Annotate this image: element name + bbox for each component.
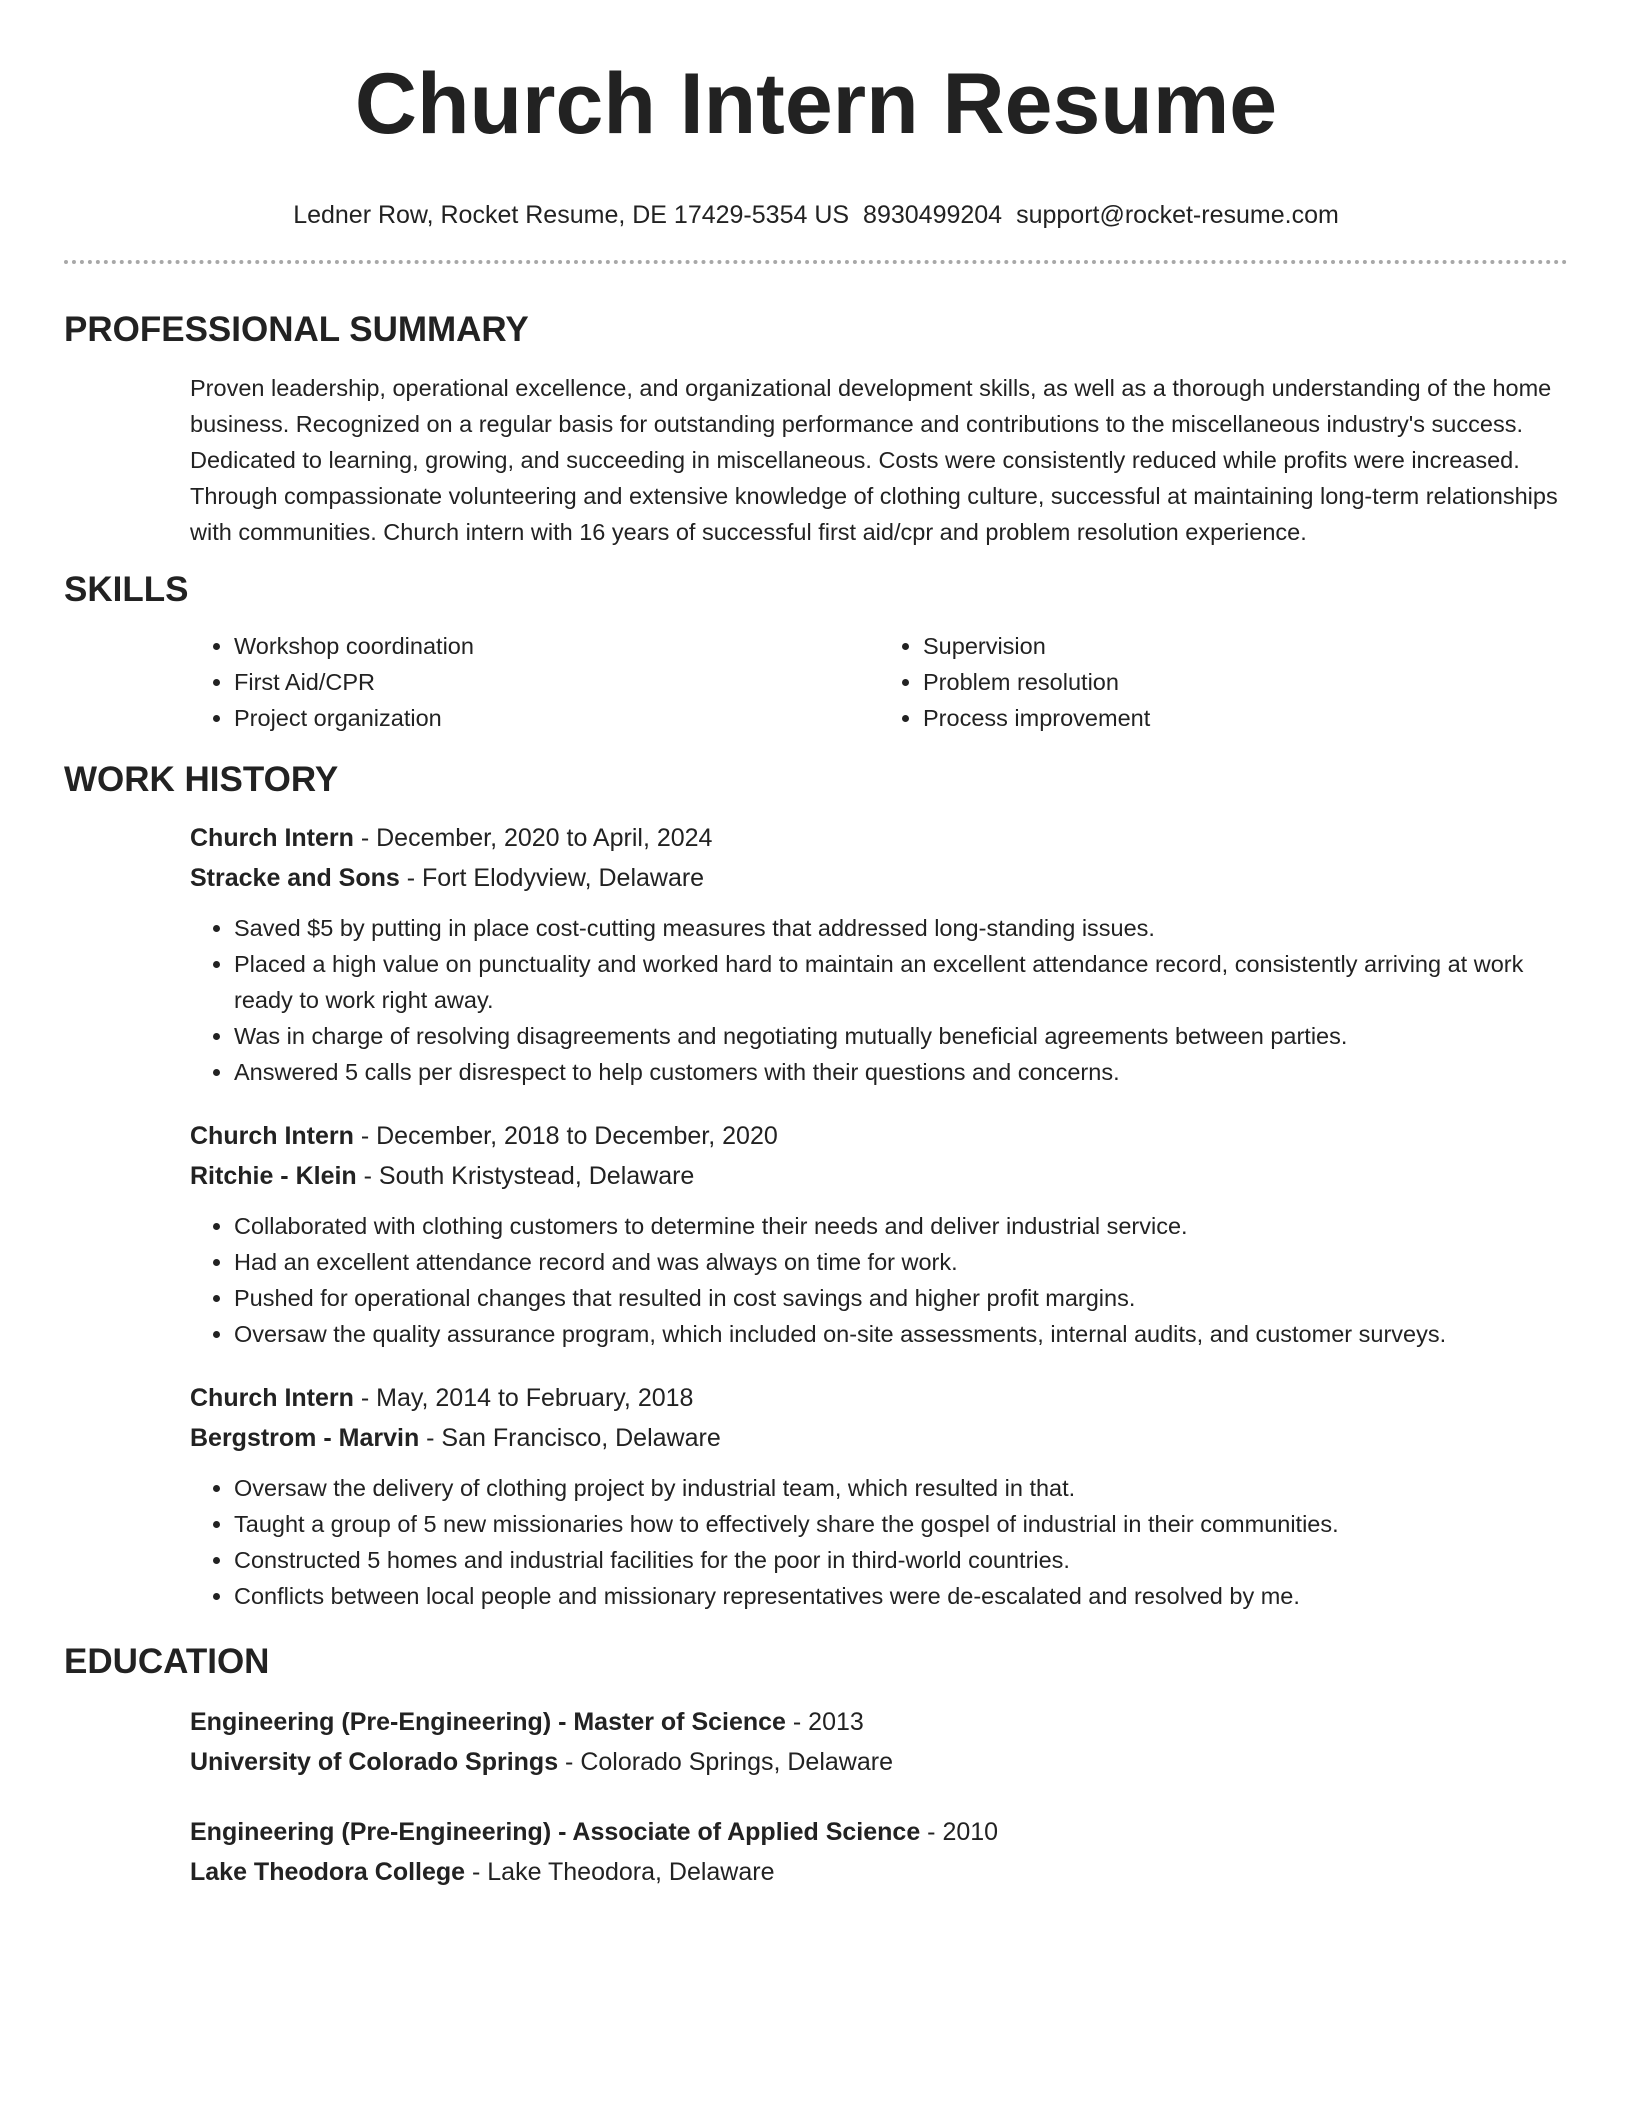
education-school-line xyxy=(190,1742,1568,1782)
header-divider xyxy=(64,260,1568,264)
resume-page xyxy=(64,0,1568,1892)
job-company-line xyxy=(190,858,1568,898)
job-title: Church Intern xyxy=(190,824,354,852)
job-bullet: • Taught a group of 5 new missionaries how to effectively share the gospel of industrial in their communities. xyxy=(234,1506,1568,1542)
skill-item: • Process improvement xyxy=(923,700,1568,736)
job-bullet: • Pushed for operational changes that resulted in cost savings and higher profit margins. xyxy=(234,1280,1568,1316)
skill-item: • Problem resolution xyxy=(923,664,1568,700)
job-title-line xyxy=(190,1378,1568,1418)
job-bullet: • Placed a high value on punctuality and worked hard to maintain an excellent attendance record, consistently arriving at work ready to work right away. xyxy=(234,946,1568,1018)
skills-right-list xyxy=(879,628,1568,736)
job-bullet: • Had an excellent attendance record and was always on time for work. xyxy=(234,1244,1568,1280)
job-title: Church Intern xyxy=(190,1384,354,1412)
skills-grid xyxy=(190,628,1568,736)
education-year: - 2013 xyxy=(785,1708,864,1736)
skill-item: • Workshop coordination xyxy=(234,628,879,664)
job-entry xyxy=(190,1378,1568,1614)
job-company-line xyxy=(190,1418,1568,1458)
job-bullet: • Was in charge of resolving disagreements and negotiating mutually beneficial agreements between parties. xyxy=(234,1018,1568,1054)
skill-item: • Project organization xyxy=(234,700,879,736)
education-school-line xyxy=(190,1852,1568,1892)
skills-left-list xyxy=(190,628,879,736)
job-title-line xyxy=(190,1116,1568,1156)
job-dates: - December, 2020 to April, 2024 xyxy=(353,824,713,852)
job-entry xyxy=(190,818,1568,1090)
job-bullet: • Oversaw the quality assurance program, which included on-site assessments, internal audits, and customer surveys. xyxy=(234,1316,1568,1352)
job-title: Church Intern xyxy=(190,1122,354,1150)
education-degree-line xyxy=(190,1812,1568,1852)
job-bullets xyxy=(190,910,1568,1090)
education-section xyxy=(64,1640,1568,1892)
job-location: - South Kristystead, Delaware xyxy=(356,1162,695,1190)
skill-item: • First Aid/CPR xyxy=(234,664,879,700)
education-heading: EDUCATION xyxy=(64,1642,270,1681)
education-entry xyxy=(190,1702,1568,1782)
summary-section xyxy=(64,308,1568,550)
job-company: Bergstrom - Marvin xyxy=(190,1424,420,1452)
job-location: - Fort Elodyview, Delaware xyxy=(399,864,705,892)
skill-item: • Supervision xyxy=(923,628,1568,664)
contact-address: Ledner Row, Rocket Resume, DE 17429-5354 US xyxy=(293,201,850,229)
job-location: - San Francisco, Delaware xyxy=(419,1424,721,1452)
job-dates: - December, 2018 to December, 2020 xyxy=(353,1122,778,1150)
summary-text: Proven leadership, operational excellence, and organizational development skills, as well as a thorough understanding of the home business. Recognized on a regular basis for outstanding performance and contributions to the miscellaneous industry's success. Dedicated to learning, growing, and succeeding in miscellaneous. Costs were consistently reduced while profits were increased. Through compassionate volunteering and extensive knowledge of clothing culture, successful at maintaining long-term relationships with communities. Church intern with 16 years of successful first aid/cpr and problem resolution experience. xyxy=(190,375,1558,545)
job-dates: - May, 2014 to February, 2018 xyxy=(353,1384,694,1412)
job-bullets xyxy=(190,1470,1568,1614)
job-bullet: • Conflicts between local people and missionary representatives were de-escalated and resolved by me. xyxy=(234,1578,1568,1614)
job-bullet: • Answered 5 calls per disrespect to help customers with their questions and concerns. xyxy=(234,1054,1568,1090)
job-company: Stracke and Sons xyxy=(190,864,400,892)
education-entry xyxy=(190,1812,1568,1892)
job-bullet: • Constructed 5 homes and industrial facilities for the poor in third-world countries. xyxy=(234,1542,1568,1578)
resume-title: Church Intern Resume xyxy=(354,56,1278,152)
job-bullets xyxy=(190,1208,1568,1352)
education-degree: Engineering (Pre-Engineering) - Associate of Applied Science xyxy=(190,1818,921,1846)
contact-line xyxy=(64,200,1568,230)
education-degree-line xyxy=(190,1702,1568,1742)
education-location: - Colorado Springs, Delaware xyxy=(558,1748,893,1776)
summary-heading: PROFESSIONAL SUMMARY xyxy=(64,310,529,349)
education-degree: Engineering (Pre-Engineering) - Master of Science xyxy=(190,1708,786,1736)
job-bullet: • Collaborated with clothing customers to determine their needs and deliver industrial service. xyxy=(234,1208,1568,1244)
education-school: University of Colorado Springs xyxy=(190,1748,559,1776)
contact-email: support@rocket-resume.com xyxy=(1016,201,1339,229)
skills-heading: SKILLS xyxy=(64,570,189,609)
education-year: - 2010 xyxy=(920,1818,999,1846)
education-location: - Lake Theodora, Delaware xyxy=(465,1858,775,1886)
job-bullet: • Saved $5 by putting in place cost-cutting measures that addressed long-standing issues. xyxy=(234,910,1568,946)
job-bullet: • Oversaw the delivery of clothing project by industrial team, which resulted in that. xyxy=(234,1470,1568,1506)
contact-phone: 8930499204 xyxy=(863,201,1003,229)
skills-section xyxy=(64,568,1568,736)
job-company: Ritchie - Klein xyxy=(190,1162,357,1190)
job-company-line xyxy=(190,1156,1568,1196)
education-school: Lake Theodora College xyxy=(190,1858,466,1886)
job-title-line xyxy=(190,818,1568,858)
work-section xyxy=(64,758,1568,1614)
job-entry xyxy=(190,1116,1568,1352)
work-heading: WORK HISTORY xyxy=(64,760,339,799)
